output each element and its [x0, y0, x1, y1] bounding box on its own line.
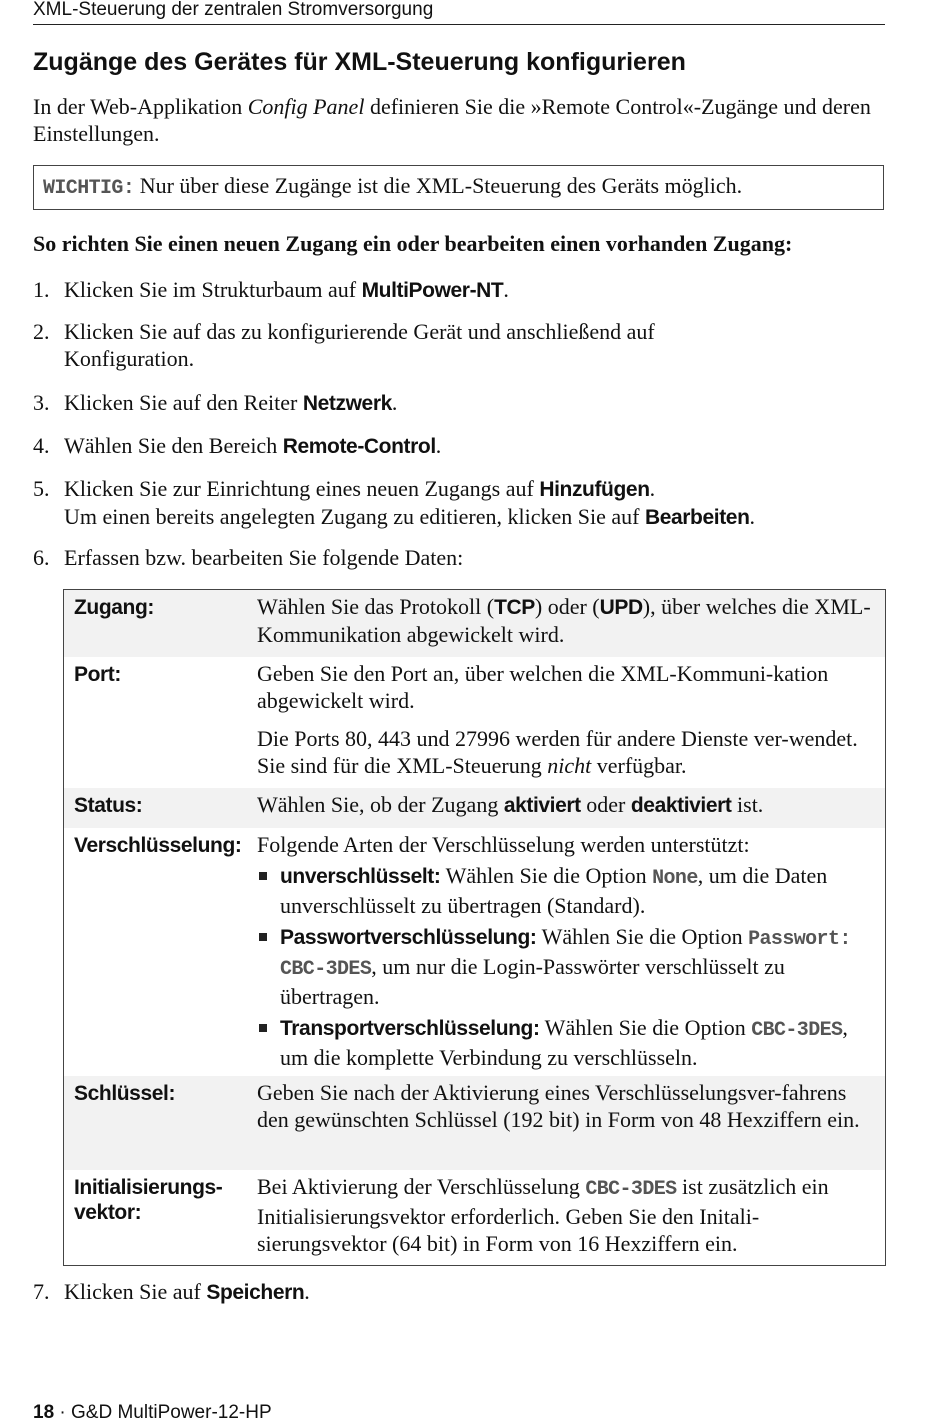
step-punct: .	[649, 476, 656, 501]
important-note-box	[33, 165, 884, 210]
running-header-title: XML-Steuerung der zentralen Stromversorgung	[33, 0, 434, 20]
footer-separator: ·	[54, 1402, 72, 1423]
desc-paragraph: Geben Sie den Port an, über welchen die XML-Kommuni-kation abgewickelt wird.	[257, 661, 829, 713]
steps-heading: So richten Sie einen neuen Zugang ein oder bearbeiten einen vorhanden Zugang:	[33, 231, 793, 256]
intro-paragraph	[33, 93, 888, 147]
option-value: CBC-3DES	[585, 1178, 677, 1201]
ui-term: Remote-Control	[282, 435, 436, 458]
page-footer	[33, 1402, 272, 1424]
ui-term: Speichern	[206, 1281, 305, 1304]
table-row-status	[64, 788, 885, 828]
desc-text: , um nur die Login-Passwörter verschlüsselt zu übertragen.	[280, 954, 785, 1009]
field-description	[257, 831, 877, 1075]
note-label: WICHTIG:	[43, 177, 135, 200]
ui-term: UPD	[599, 596, 643, 619]
bullet-icon	[259, 872, 267, 880]
encryption-options-list	[257, 862, 877, 1071]
field-label: Verschlüsselung:	[74, 834, 242, 857]
settings-table	[63, 589, 886, 1266]
option-value: None	[652, 867, 698, 890]
page-number: 18	[33, 1402, 55, 1423]
desc-text: ist zusätzlich ein Initialisierungsvektor erforderlich. Geben Sie den Initali-sierungsvektor (64 bit) in Form von 16 Hexziffern ein.	[257, 1174, 829, 1256]
step-number: 4.	[33, 433, 50, 458]
desc-text: Bei Aktivierung der Verschlüsselung	[257, 1174, 586, 1199]
ui-term: Netzwerk	[302, 392, 392, 415]
step-number: 5.	[33, 476, 50, 501]
intro-app-name: Config Panel	[247, 94, 365, 119]
step-text: Erfassen bzw. bearbeiten Sie folgende Daten:	[64, 545, 464, 570]
field-label: Port:	[74, 663, 121, 686]
list-item	[257, 1014, 877, 1071]
section-title: Zugänge des Gerätes für XML-Steuerung konfigurieren	[33, 48, 686, 76]
option-value: Passwort: CBC-3DES	[280, 928, 851, 981]
list-item	[257, 923, 877, 1010]
step-number: 3.	[33, 390, 50, 415]
field-label-line: vektor:	[74, 1201, 142, 1224]
desc-text: Wählen Sie, ob der Zugang	[257, 792, 504, 817]
desc-text: Wählen Sie das Protokoll (	[257, 594, 495, 619]
field-description: Geben Sie nach der Aktivierung eines Verschlüsselungsver-fahrens den gewünschten Schlüssel (192 bit) in Form von 48 Hexziffern ein.	[257, 1080, 860, 1132]
table-row-schluessel	[64, 1076, 885, 1170]
step-punct: .	[304, 1279, 310, 1304]
table-row-zugang	[64, 590, 885, 657]
desc-emphasis: nicht	[547, 753, 592, 778]
field-label-line: Initialisierungs-	[74, 1176, 223, 1199]
step-punct: .	[435, 433, 442, 458]
step-text: Klicken Sie zur Einrichtung eines neuen Zugangs auf	[64, 476, 540, 501]
ui-term: deaktiviert	[630, 794, 732, 817]
step-text: Klicken Sie auf	[64, 1279, 207, 1304]
note-text: Nur über diese Zugänge ist die XML-Steuerung des Geräts möglich.	[134, 173, 743, 198]
field-label: Zugang:	[74, 596, 155, 619]
step-text: Wählen Sie den Bereich	[64, 433, 283, 458]
field-label	[74, 1175, 222, 1225]
desc-text: oder	[580, 792, 631, 817]
desc-text: , um die Daten unverschlüsselt zu übertragen (Standard).	[280, 863, 828, 918]
step-1	[33, 276, 888, 304]
bullet-icon	[259, 933, 267, 941]
step-6	[33, 544, 888, 571]
step-text: Um einen bereits angelegten Zugang zu editieren, klicken Sie auf	[64, 504, 645, 529]
list-item	[257, 862, 877, 919]
desc-text: ist.	[731, 792, 764, 817]
field-label: Schlüssel:	[74, 1082, 176, 1105]
step-number: 2.	[33, 319, 50, 344]
ui-term: Bearbeiten	[644, 506, 750, 529]
desc-text: Wählen Sie die Option	[536, 924, 749, 949]
option-value: CBC-3DES	[751, 1019, 843, 1042]
desc-text: Wählen Sie die Option	[539, 1015, 752, 1040]
desc-text: ), über welches die XML-Kommunikation abgewickelt wird.	[257, 594, 871, 647]
step-punct: .	[503, 277, 509, 302]
desc-text: verfügbar.	[591, 753, 687, 778]
ui-term: Transportverschlüsselung:	[280, 1017, 540, 1040]
field-description	[257, 791, 877, 819]
step-text: Klicken Sie im Strukturbaum auf	[64, 277, 362, 302]
step-5	[33, 475, 888, 531]
step-7	[33, 1278, 888, 1306]
step-3	[33, 389, 888, 417]
step-text: Klicken Sie auf den Reiter	[64, 390, 303, 415]
table-row-verschluesselung	[64, 828, 885, 1076]
desc-text: , um die komplette Verbindung zu verschlüsseln.	[280, 1015, 848, 1070]
step-number: 6.	[33, 545, 50, 570]
step-number: 7.	[33, 1279, 50, 1304]
ui-term: MultiPower-NT	[361, 279, 504, 302]
table-row-initialisierungsvektor	[64, 1170, 885, 1265]
intro-text-continued: definieren Sie die »Remote Control«-Zugänge und deren Einstellungen.	[33, 94, 871, 146]
table-row-port	[64, 657, 885, 788]
ui-term: Passwortverschlüsselung:	[280, 926, 537, 949]
running-header	[33, 0, 885, 25]
ui-term: Hinzufügen	[539, 478, 650, 501]
step-4	[33, 432, 888, 460]
desc-text: Die Ports 80, 443 und 27996 werden für andere Dienste ver-wendet. Sie sind für die XML-Steuerung	[257, 726, 858, 778]
ui-term: TCP	[494, 596, 535, 619]
intro-text: In der Web-Applikation	[33, 94, 248, 119]
desc-text: Wählen Sie die Option	[440, 863, 653, 888]
step-punct: .	[391, 390, 398, 415]
field-label: Status:	[74, 794, 143, 817]
desc-paragraph: Folgende Arten der Verschlüsselung werden unterstützt:	[257, 832, 750, 857]
bullet-icon	[259, 1024, 267, 1032]
field-description	[257, 660, 877, 779]
step-number: 1.	[33, 277, 50, 302]
step-2	[33, 318, 888, 372]
product-name: G&D MultiPower-12-HP	[71, 1402, 272, 1423]
step-text: Klicken Sie auf das zu konfigurierende Gerät und anschließend auf Konfiguration.	[64, 319, 655, 371]
step-punct: .	[749, 504, 755, 529]
field-description	[257, 593, 877, 648]
field-description	[257, 1173, 877, 1257]
desc-text: ) oder (	[534, 594, 600, 619]
desc-paragraph	[257, 725, 877, 779]
ui-term: unverschlüsselt:	[280, 865, 441, 888]
ui-term: aktiviert	[503, 794, 581, 817]
